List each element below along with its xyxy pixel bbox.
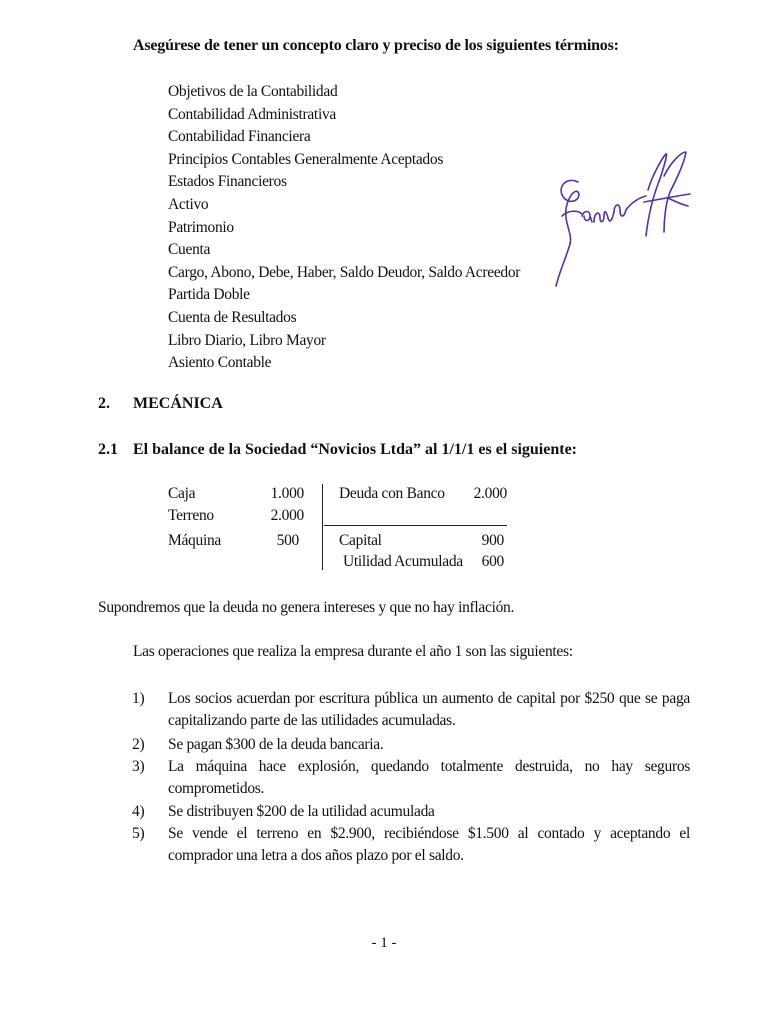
list-item: Objetivos de la Contabilidad — [168, 83, 338, 100]
list-item: Patrimonio — [168, 218, 234, 236]
terms-list — [168, 81, 520, 375]
list-item: Asiento Contable — [168, 354, 272, 372]
liability-value: 2.000 — [473, 485, 507, 502]
equity-value: 900 — [481, 532, 504, 549]
asset-label: Máquina — [168, 532, 221, 549]
asset-value: 500 — [276, 532, 299, 549]
operation-number: 4) — [132, 803, 145, 820]
list-item: Activo — [168, 195, 209, 213]
list-item: Contabilidad Financiera — [168, 128, 311, 146]
list-item: Cuenta — [168, 241, 211, 259]
list-item: Estados Financieros — [168, 173, 287, 191]
operation-text: Se pagan $300 de la deuda bancaria. — [168, 736, 384, 753]
instructions-heading: Asegúrese de tener un concepto claro y preciso de los siguientes términos: — [133, 37, 619, 54]
asset-value: 2.000 — [270, 507, 304, 524]
subsection-title: El balance de la Sociedad “Novicios Ltda” al 1/1/1 es el siguiente: — [133, 441, 578, 458]
asset-value: 1.000 — [270, 485, 304, 502]
subsection-number: 2.1 — [98, 441, 118, 458]
asset-label: Caja — [168, 485, 196, 502]
list-item: Partida Doble — [168, 286, 250, 304]
balance-rule — [324, 525, 507, 526]
equity-value: 600 — [481, 553, 504, 570]
balance-divider — [322, 484, 323, 570]
list-item: Principios Contables Generalmente Aceptados — [168, 150, 444, 168]
operation-text: La máquina hace explosión, quedando totalmente destruida, no hay seguros comprometidos. — [168, 758, 690, 797]
list-item — [132, 688, 692, 732]
operation-text: Los socios acuerdan por escritura pública un aumento de capital por $250 que se paga capitalizando parte de las utilidades acumuladas. — [168, 690, 690, 729]
page-number: - 1 - — [371, 935, 397, 951]
operation-number: 5) — [132, 825, 145, 842]
section-title: MECÁNICA — [133, 395, 223, 412]
operation-text: Se vende el terreno en $2.900, recibiéndose $1.500 al contado y aceptando el comprador una letra a dos años plazo por el saldo. — [168, 825, 690, 864]
assumption-text: Supondremos que la deuda no genera intereses y que no hay inflación. — [98, 599, 515, 616]
asset-label: Terreno — [168, 507, 214, 524]
section-number: 2. — [98, 395, 110, 412]
list-item — [132, 734, 692, 756]
list-item — [132, 801, 692, 823]
list-item — [132, 756, 692, 800]
operation-number: 2) — [132, 736, 145, 753]
operation-number: 1) — [132, 690, 145, 707]
list-item: Cargo, Abono, Debe, Haber, Saldo Deudor, Saldo Acreedor — [168, 263, 521, 281]
list-item: Cuenta de Resultados — [168, 308, 297, 326]
operation-text: Se distribuyen $200 de la utilidad acumulada — [168, 803, 435, 820]
signature-icon — [548, 140, 698, 290]
operations-intro: Las operaciones que realiza la empresa durante el año 1 son las siguientes: — [133, 643, 573, 660]
list-item: Libro Diario, Libro Mayor — [168, 331, 326, 349]
operation-number: 3) — [132, 758, 145, 775]
list-item — [132, 823, 692, 867]
equity-label: Capital — [339, 532, 382, 549]
liability-label: Deuda con Banco — [339, 485, 445, 502]
list-item: Contabilidad Administrativa — [168, 105, 336, 123]
equity-label: Utilidad Acumulada — [343, 553, 463, 570]
